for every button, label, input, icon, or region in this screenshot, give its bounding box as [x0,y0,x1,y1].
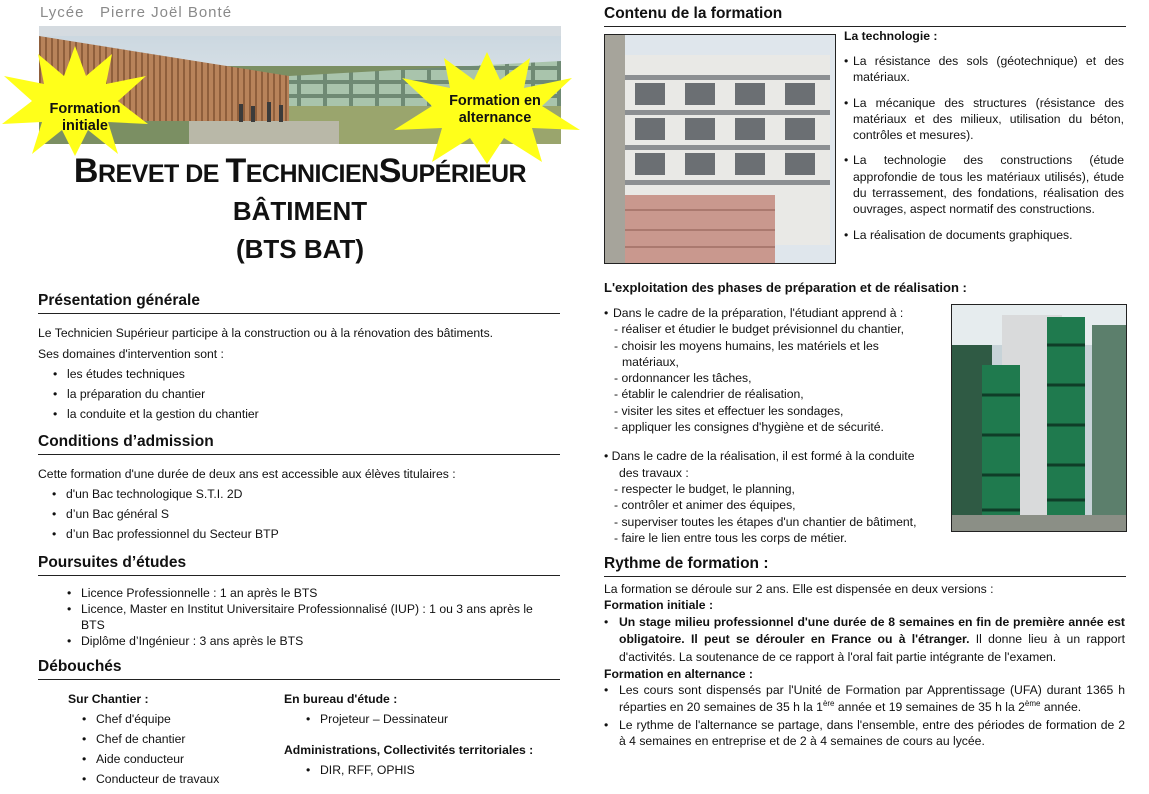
section-heading: Présentation générale [38,292,560,314]
formwork-tower-photo [951,304,1127,532]
list-item: - contrôler et animer des équipes, [614,498,796,513]
list-item: • La résistance des sols (géotechnique) et des matériaux. [844,53,1124,86]
badge-formation-initiale: Formation initiale [49,101,121,134]
prep-list [610,321,910,435]
list-item: • Licence Professionnelle : 1 an après le BTS [67,585,537,601]
column-title: En bureau d'étude : [284,692,398,706]
real-intro: • Dans le cadre de la réalisation, il est formé à la conduite des travaux : [604,449,915,480]
list-item: • Aide conducteur [82,749,268,769]
list-item: • d’un Bac professionnel du Secteur BTP [52,524,560,544]
list-item: - superviser toutes les étapes d'un chantier de bâtiment, [614,514,917,529]
school-name: Lycée Pierre Joël Bonté [40,4,233,21]
paragraph: Le Technicien Supérieur participe à la construction ou à la rénovation des bâtiments. [38,326,494,340]
subsection-title: La technologie : [844,29,938,43]
section-presentation [38,292,560,424]
debouches-bureau [284,689,574,780]
real-list [610,481,950,546]
list-item: • la préparation du chantier [53,384,560,404]
technologie-block [844,27,1124,243]
alternance-item: • Les cours sont dispensés par l'Unité de Formation par Apprentissage (UFA) durant 1365 h réparties en 20 semaines de 35 h la 1ère année et 19 semaines de 35 h la 2ème année. [604,683,1125,714]
initiale-item: • Un stage milieu professionnel d'une durée de 8 semaines en fin de première année est obligatoire. Il peut se dérouler en France ou à l'étranger. Il donne lieu à un rapport d'activités. La soutenance de ce rapport à l'oral fait partie intégrante de l'examen. [604,614,1125,664]
list-item: • Licence, Master en Institut Universitaire Professionnalisé (IUP) : 1 ou 3 ans après le BTS [67,601,537,633]
subsection-title: Formation en alternance : [604,667,753,682]
poursuites-list [67,585,537,649]
paragraph: Ses domaines d'intervention sont : [38,347,224,361]
paragraph: Cette formation d'une durée de deux ans est accessible aux élèves titulaires : [38,467,456,481]
column-title: Sur Chantier : [68,692,149,706]
exploitation-heading: L'exploitation des phases de préparation et de réalisation : [604,280,967,295]
section-admission [38,433,560,544]
list-item: • DIR, RFF, OPHIS [306,760,574,780]
list-item: • La technologie des constructions (étude approfondie de tous les matériaux utilisés), étude du terrassement, des fondations, réalisation des ouvrages, aspect normatif des constructions. [844,152,1124,217]
list-item: - établir le calendrier de réalisation, [614,387,804,402]
list-item: - appliquer les consignes d'hygiène et de sécurité. [614,420,884,435]
paragraph: La formation se déroule sur 2 ans. Elle est dispensée en deux versions : [604,582,994,596]
section-rythme [604,555,1126,577]
list-item: • la conduite et la gestion du chantier [53,404,560,424]
diploma-title: BREVET DE TECHNICIENSUPÉRIEUR [73,152,527,190]
domains-list [53,364,560,424]
section-heading: Conditions d’admission [38,433,560,455]
diploma-subtitle: BÂTIMENT [232,196,368,226]
section-heading: Poursuites d’études [38,554,560,576]
rythme-block [604,581,1125,750]
column-title: Administrations, Collectivités territoriales : [284,743,534,757]
list-item: • La réalisation de documents graphiques. [844,227,1124,243]
apartment-building-photo [604,34,836,264]
diploma-acronym: (BTS BAT) [235,234,365,264]
list-item: • Projeteur – Dessinateur [306,709,574,729]
subsection-title: Formation initiale : [604,598,714,613]
list-item: • Chef de chantier [82,729,268,749]
prep-intro: • Dans le cadre de la préparation, l'étudiant apprend à : [604,306,904,320]
list-item: • Conducteur de travaux [82,769,268,789]
bureau-list [306,709,574,729]
list-item: - réaliser et étudier le budget prévisionnel du chantier, [614,322,904,337]
section-heading: Contenu de la formation [604,5,1126,27]
chantier-list [82,709,268,789]
list-item: • les études techniques [53,364,560,384]
list-item: - respecter le budget, le planning, [614,481,795,496]
section-debouches [38,658,560,680]
list-item: • d’un Bac général S [52,504,560,524]
exploitation-block [604,305,944,546]
alternance-item: • Le rythme de l'alternance se partage, dans l'ensemble, entre des périodes de formation de 2 à 4 semaines en entreprise et de 2 à 4 semaines de cours au lycée. [604,717,1125,749]
admission-list [52,484,560,544]
section-heading: Débouchés [38,658,560,680]
admin-list [306,760,574,780]
debouches-chantier [68,689,268,789]
list-item: • d'un Bac technologique S.T.I. 2D [52,484,560,504]
list-item: - choisir les moyens humains, les matériels et les matériaux, [614,338,879,369]
techno-list [844,53,1124,243]
section-heading: Rythme de formation : [604,555,1126,577]
list-item: • Chef d'équipe [82,709,268,729]
section-contenu [604,5,1126,27]
section-poursuites [38,554,560,649]
list-item: • Diplôme d’Ingénieur : 3 ans après le BTS [67,633,537,649]
list-item: - visiter les sites et effectuer les sondages, [614,403,844,418]
list-item: • La mécanique des structures (résistance des matériaux et des milieux, utilisation du béton, contrôles et mesures). [844,95,1124,144]
list-item: - ordonnancer les tâches, [614,371,752,386]
list-item: - faire le lien entre tous les corps de métier. [614,530,848,545]
badge-formation-alternance: Formation en alternance [449,93,541,126]
